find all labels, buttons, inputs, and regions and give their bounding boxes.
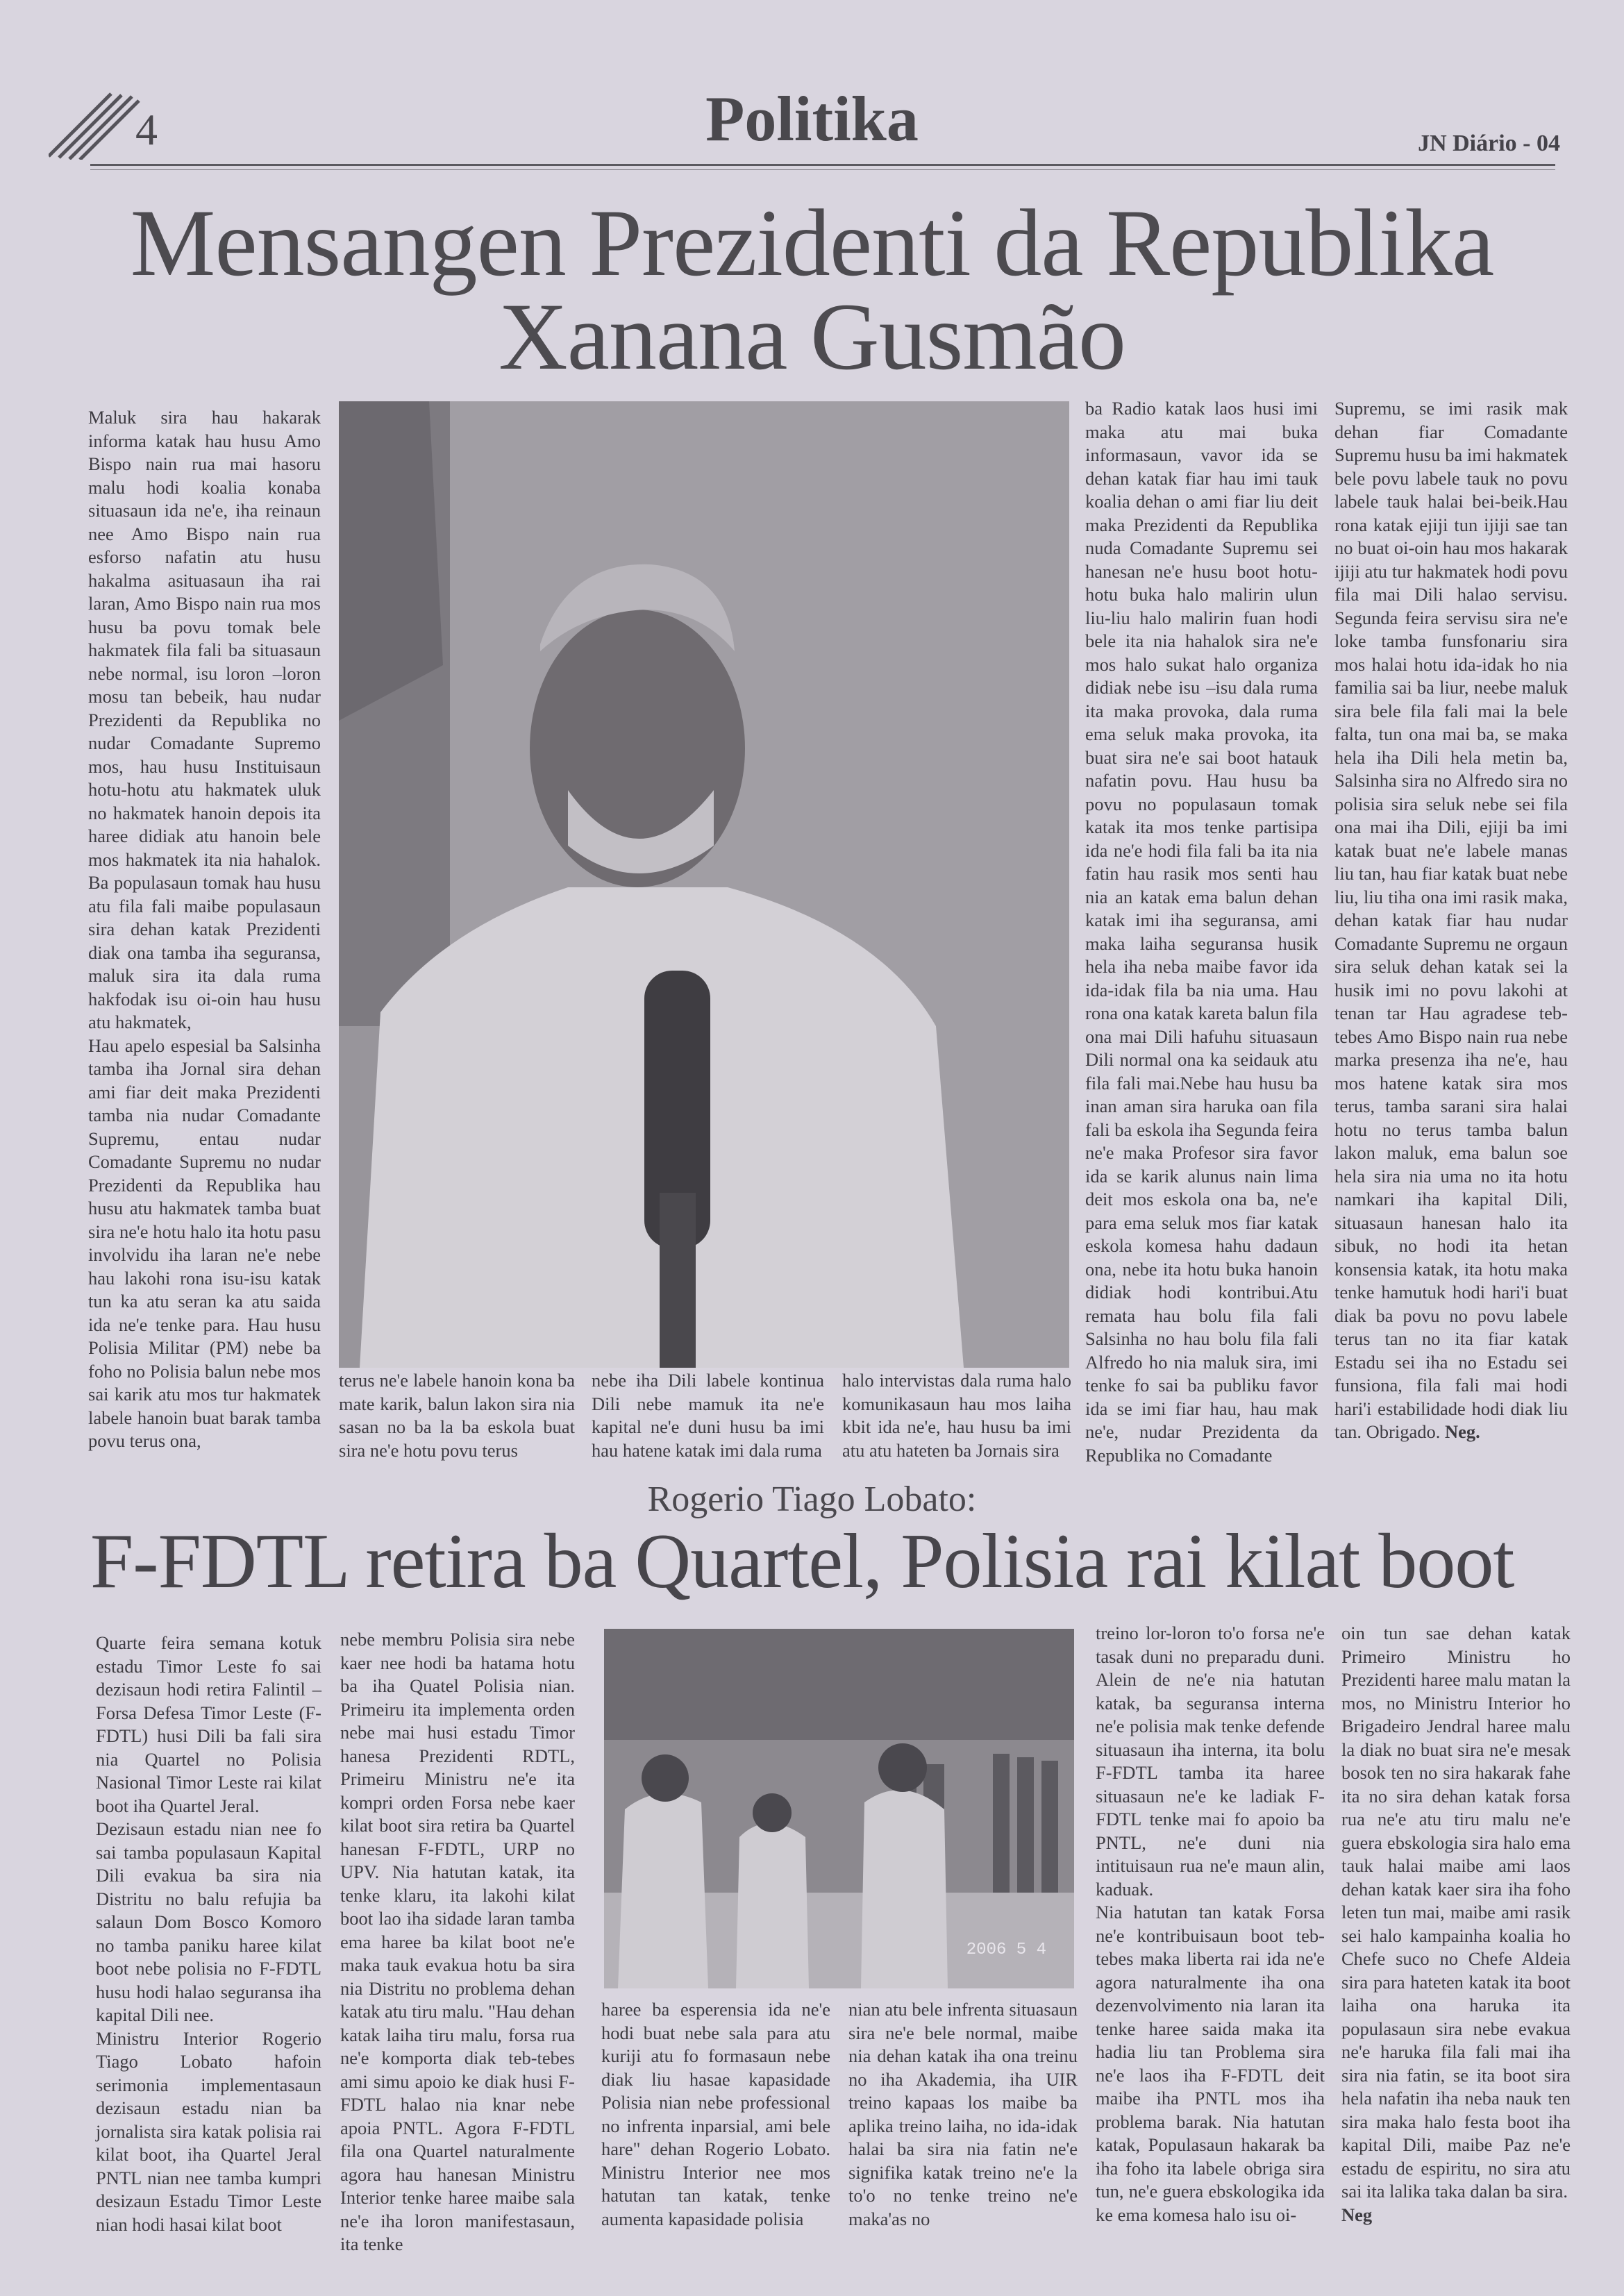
headline-line-1: Mensangen Prezidenti da Republika	[130, 190, 1494, 296]
article1-col6-text: Supremu, se imi rasik mak dehan fiar Comadante Supremu husu ba imi hakmatek bele povu labele tauk no povu labele tauk halai bei-beik.Hau rona katak ejiji tun ijiji sae tan no buat oi-oin hau mos hakarak ijiji atu tur hakmatek hodi povu fila mai Dili halao servisu. Segunda feira servisu sira ne'e loke tamba funsfonariu sira mos halai hotu ida-idak ho nia familia sai ba liur, neebe maluk sira bele fila fali mai la bele falta, tun ona mai ba, se maka hela iha Dili hela metin ba, Salsinha sira no Alfredo sira no polisia sira seluk nebe sei fila ona mai iha Dili, ejiji ba imi katak buat ne'e labele manas liu tan, hau fiar katak buat nebe liu, liu tiha ona imi rasik maka, dehan katak fiar hau nudar Comadante Supremu ne orgaun sira seluk dehan katak sei la husik imi no povu lakohi at tenan tar Hau agradese teb-tebes Amo Bispo nain rua nebe marka presenza iha ne'e, hau mos hatene katak sira mos terus, tamba sarani sira halai hotu no terus tamba balun lakon maluk, ema balun soe hela sira nia uma no ita hotu namkari iha kapital Dili, situasaun hanesan halo ita sibuk, no hodi ita hetan konsensia katak, ita hotu maka tenke hamutuk hodi hari'i buat diak ba povu no povu labele terus tan no ita fiar katak Estadu sei iha no Estadu sei funsiona, fila fali mai hodi hari'i estabilidade hodi diak liu tan. Obrigado.	[1334, 398, 1568, 1442]
president-photo	[339, 401, 1069, 1368]
article1-signature: Neg.	[1444, 1421, 1480, 1442]
article1-column-4-continuation: halo intervistas dala ruma halo komunikasaun hau mos laiha kbit ida ne'e, hau husu ba imi atu atu hateten ba Jornais sira	[842, 1370, 1071, 1461]
header-rule-thin	[90, 169, 1555, 170]
photo-date-stamp: 2006 5 4	[966, 1941, 1046, 1959]
article2-col1-para1: Quarte feira semana kotuk estadu Timor Leste fo sai dezisaun hodi retira Falintil – Forsa Defesa Timor Leste (F-FDTL) husi Dili ba fali sira nia Quartel no Polisia Nasional Timor Leste rai kilat boot iha Quartel Jeral.	[96, 1632, 321, 1816]
article1-column-6	[1334, 397, 1568, 1444]
article2-column-3-continuation: haree ba esperensia ida ne'e hodi buat nebe sala para atu kuriji atu fo formasaun nebe diak liu hasae kapasidade Polisia nian nebe professional no infrenta inparsial, ami bele hare" dehan Rogerio Lobato. Ministru Interior nee mos hatutan tan katak, tenke aumenta kapasidade polisia	[601, 1999, 830, 2229]
president-photo-drawing	[339, 401, 1069, 1368]
article2-column-4-continuation: nian atu bele infrenta situasaun sira ne'e bele normal, maibe nia dehan katak iha ona treinu no iha Akademia, iha UIR treino kapaas los maibe ba aplika treino laiha, no ida-idak halai ba sira nia fatin ne'e signifika katak treino ne'e la to'o no tenke treino ne'e maka'as no	[848, 1999, 1078, 2229]
edition-label: JN Diário - 04	[1418, 131, 1560, 156]
article2-col1-para2: Dezisaun estadu nian nee fo sai tamba populasaun Kapital Dili evakua ba sira nia Distritu no balu refujia ba salaun Dom Bosco Komoro no tamba paniku haree kilat boot nebe polisia no F-FDTL husu hodi halao seguransa iha kapital Dili nee.	[96, 1818, 321, 2025]
section-title: Politika	[705, 83, 919, 154]
article2-column-6	[1341, 1622, 1571, 2227]
article2-col5-para1: treino lor-loron to'o forsa ne'e tasak duni no preparadu duni. Alein de ne'e nia hatutan katak, ba seguransa interna ne'e polisia mak tenke defende situasaun iha interna, ita bolu F-FDTL tamba ita haree situasaun ne'e ke ladiak F-FDTL tenke mai fo apoio ba PNTL, ne'e duni nia intituisaun rua ne'e maun alin, kaduak.	[1096, 1623, 1325, 1900]
article1-column-5: ba Radio katak laos husi imi maka atu mai buka informasaun, vavor ida se dehan katak fiar hau imi tauk koalia dehan o ami fiar liu deit maka Prezidenti da Republika nuda Comadante Supremu sei hanesan ne'e husu boot hotu-hotu buka halo malirin ulun liu-liu halo malirin fuan hodi bele ita nia hahalok sira ne'e mos halo sukat halo organiza didiak nebe isu –isu dala ruma ita maka provoka, dala ruma ema seluk maka provoka, ita buat sira ne'e sai boot hatauk nafatin povu. Hau husu ba povu no populasaun tomak katak ita mos tenke partisipa ida ne'e hodi fila fali ba ita nia fatin hau rasik mos senti hau nia an katak ema balun dehan katak imi iha seguransa, ami maka laiha seguransa husik hela iha neba maibe favor ida ida-idak fila ba nia uma. Hau rona ona katak kareta balun fila ona mai Dili hafuhu situasaun Dili normal ona ka seidauk atu fila fali mai.Nebe hau husu ba inan aman sira haruka oan fila fali ba eskola iha Segunda feira ne'e maka Profesor sira favor ida se karik alunus nain lima deit mos eskola ona ba, ne'e para ema seluk mos fiar katak eskola komesa hahu dadaun ona, nebe ita hotu buka hanoin didiak hodi kontribui.Atu remata hau bolu fila fali Salsinha no hau bolu fila fali Alfredo ho nia maluk sira, imi tenke fo sai ba publiku favor ida se imi fiar hau, hau mak ne'e, nudar Prezidenta da Republika no Comadante	[1085, 398, 1318, 1466]
article2-col5-para2: Nia hatutan tan katak Forsa ne'e kontribuisaun boot teb-tebes maka liberta rai ida ne'e agora naturalmente iha ona dezenvolvimento nia laran ita tenke haree saida maka ita hadia liu tan Problema sira ne'e laos iha F-FDTL deit maibe iha PNTL mos iha problema barak. Nia hatutan katak, Populasaun hakarak ba iha foho ita labele obriga sira tun, ne'e guera ebskologika ida ke ema komesa halo isu oi-	[1096, 1902, 1325, 2225]
article1-col1-para1: Maluk sira hau hakarak informa katak hau husu Amo Bispo nain rua mai hasoru malu hodi koalia konaba situasaun ida ne'e, iha reinaun nee Amo Bispo nain rua esforso nafatin atu husu hakalma asituasaun iha rai laran, Amo Bispo nain rua mos husu ba povu tomak bele hakmatek fila fali ba situasaun nebe normal, isu loron –loron mosu tan bebeik, hau nudar Prezidenti da Republika no nudar Comadante Supremo mos, hau husu Instituisaun hotu-hotu atu hakmatek uluk no hakmatek hanoin depois ita haree didiak atu hanoin bele mos hakmatek ita nia hahalok. Ba populasaun tomak hau husu atu fila fali maibe populasaun sira dehan katak Prezidenti diak ona tamba iha seguransa, maluk sira ita dala ruma hakfodak isu oi-oin hau husu atu hakmatek,	[88, 407, 321, 1032]
article2-column-5	[1096, 1622, 1325, 2227]
header-rule	[90, 164, 1555, 166]
article1-col1-para2: Hau apelo espesial ba Salsinha tamba iha Jornal sira dehan ami fiar deit maka Prezidenti tamba nia nudar Comadante Supremu, entau nudar Comadante Supremu no nudar Prezidenti da Republika hau husu atu hakmatek tamba buat sira ne'e hotu halo ita hotu pasu involvidu iha laran ne'e nebe hau lakohi rona isu-isu katak tun ka atu seran ka atu saida ida ne'e tenke para. Hau husu Polisia Militar (PM) nebe ba foho no Polisia balun nebe mos sai karik atu mos tur hakmatek labele hanoin buat barak tamba povu terus ona,	[88, 1034, 321, 1451]
page-number: 4	[135, 105, 158, 154]
article2-column-1	[96, 1632, 321, 2236]
police-ceremony-drawing	[604, 1629, 1074, 1988]
article1-column-1	[88, 406, 321, 1453]
police-ceremony-photo	[604, 1629, 1074, 1988]
article2-headline: F-FDTL retira ba Quartel, Polisia rai kilat boot	[90, 1518, 1514, 1604]
article1-column-2-continuation: terus ne'e labele hanoin kona ba mate karik, balun lakon sira nia sasan no ba la ba eskola buat sira ne'e hotu povu terus	[339, 1370, 575, 1461]
article2-col6-text: oin tun sae dehan katak Primeiro Ministru ho Prezidenti haree malu matan la mos, no Ministru Interior ho Brigadeiro Jendral haree malu la diak no buat sira ne'e mesak bosok ten no sira hakarak fahe ita no sira dehan katak forsa rua ne'e atu tiru malu ne'e guera ebskologia sira halo ema tauk halai maibe ami laos dehan katak kaer sira iha foho leten tun mai, maibe ami rasik sei halo kampainha koalia ho Chefe suco no Chefe Aldeia sira para hateten katak ita boot laiha ona haruka ita populasaun sira nebe evakua ne'e haruka fila fali mai iha sira nia fatin, se ita boot sira hela nafatin iha neba nauk ten sira maka halo festa boot iha kapital Dili, maibe Paz ne'e estadu de espiritu, no sira atu sai ita lalika taka dalan ba sira.	[1341, 1623, 1571, 2202]
article2-signature: Neg	[1341, 2204, 1373, 2225]
article2-col1-para3: Ministru Interior Rogerio Tiago Lobato hafoin serimonia implementasaun dezisaun estadu nian ba jornalista sira katak polisia rai kilat boot, iha Quartel Jeral PNTL nian nee tamba kumpri desizaun Estadu Timor Leste nian hodi hasai kilat boot	[96, 2027, 321, 2235]
headline-line-2: Xanana Gusmão	[499, 283, 1125, 389]
article2-kicker: Rogerio Tiago Lobato:	[647, 1480, 977, 1519]
article1-column-3-continuation: nebe iha Dili labele kontinua Dili nebe mamuk ita ne'e kapital ne'e duni husu ba imi hau hatene katak imi dala ruma	[592, 1370, 824, 1461]
article2-column-2: nebe membru Polisia sira nebe kaer nee hodi ba hatama hotu ba iha Quatel Polisia nian. Primeiru ita implementa orden nebe mai husi estadu Timor hanesa Prezidenti RDTL, Primeiru Ministru ne'e ita kompri orden Forsa nebe kaer kilat boot sira retira ba Quartel hanesan F-FDTL, URP no UPV. Nia hatutan katak, ita tenke klaru, ita lakohi kilat boot lao iha sidade laran tamba ema haree ba kilat boot ne'e maka tauk evakua hotu ba sira nia Distritu no problema dehan katak atu tiru malu. "Hau dehan katak laiha tiru malu, forsa rua ne'e komporta diak teb-tebes ami simu apoio ke diak husi F-FDTL halao nia knar nebe apoia PNTL. Agora F-FDTL fila ona Quartel naturalmente agora hau hanesan Ministru Interior tenke haree maibe sala ne'e iha loron manifestasaun, ita tenke	[340, 1629, 575, 2254]
